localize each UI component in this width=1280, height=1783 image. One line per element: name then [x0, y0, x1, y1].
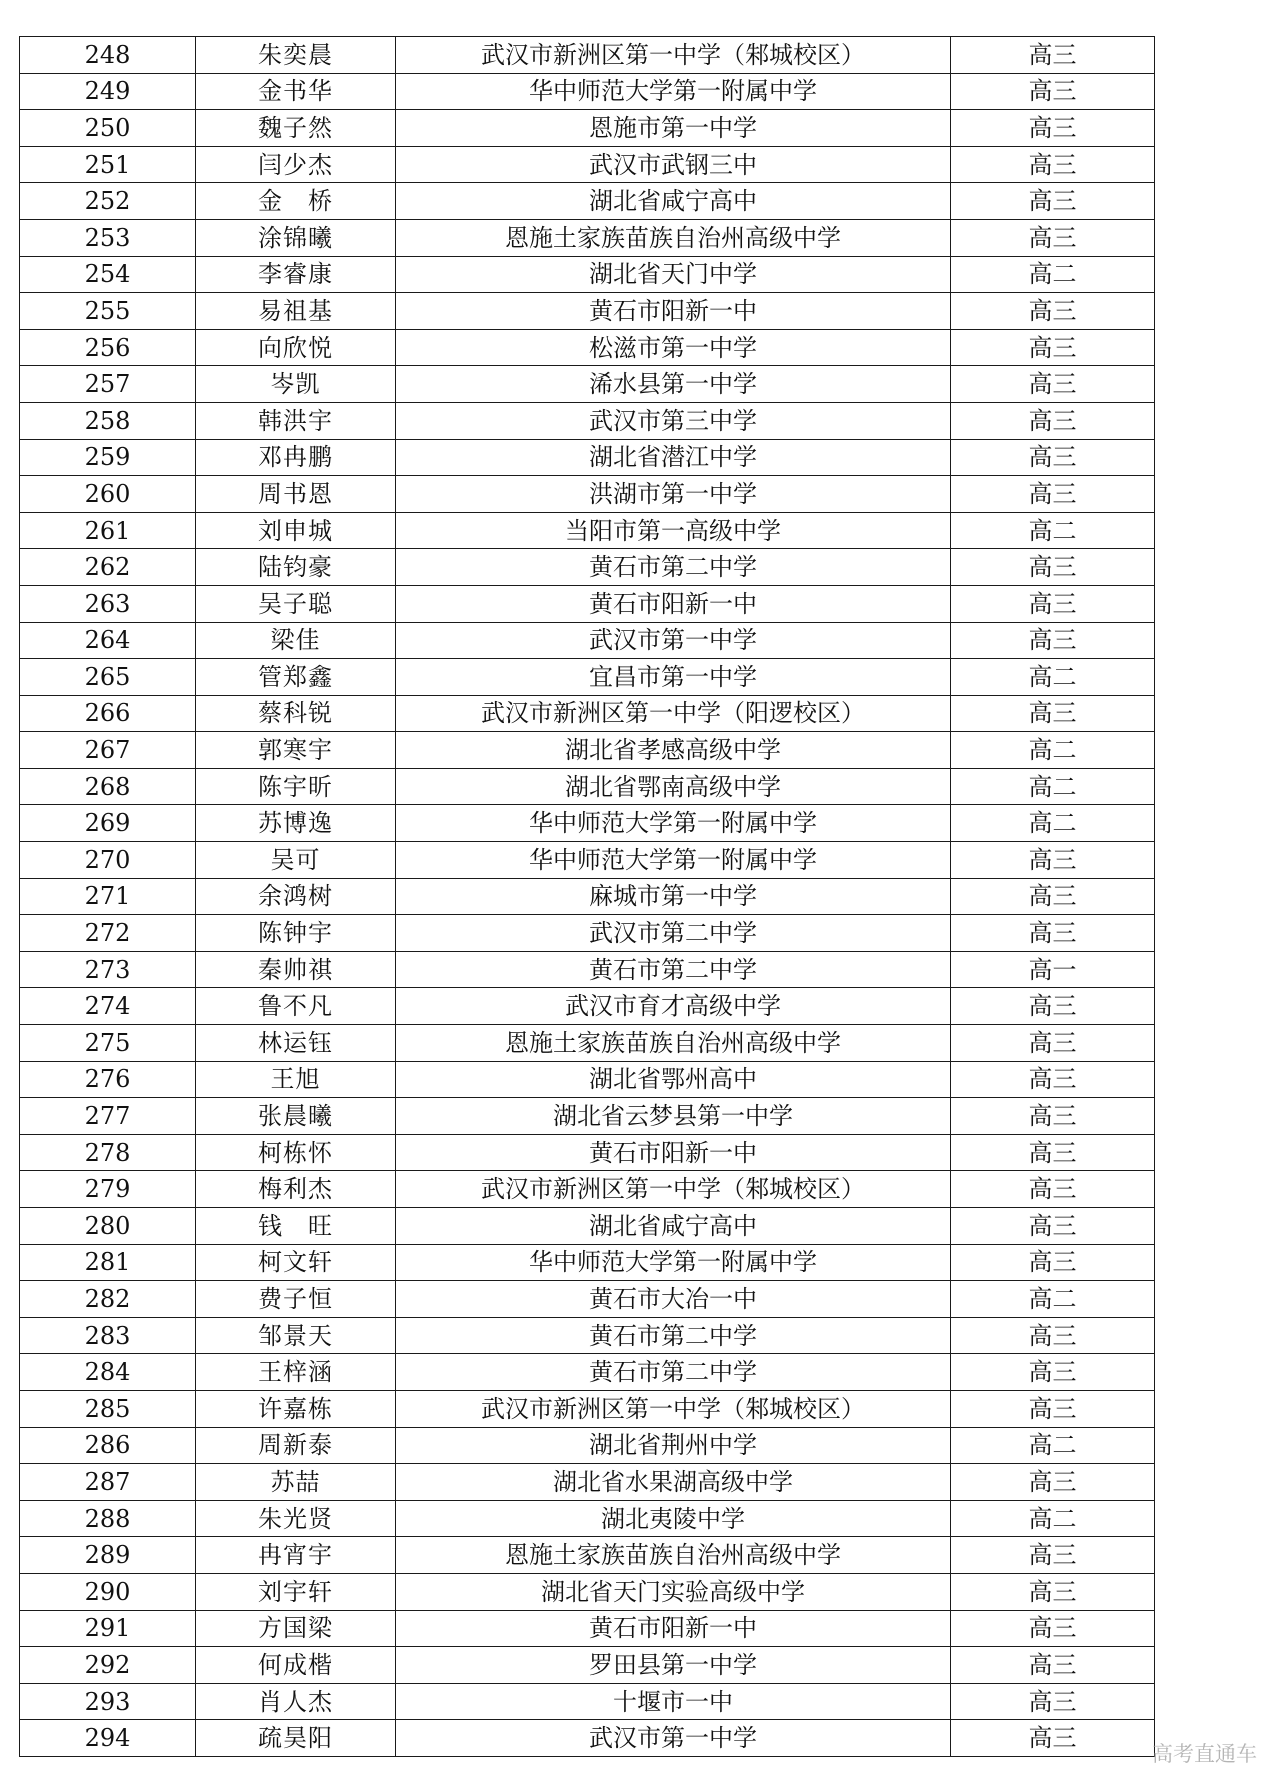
grade-cell: 高三 [951, 1025, 1155, 1062]
name-cell: 张晨曦 [196, 1098, 396, 1135]
school-cell: 湖北省孝感高级中学 [396, 732, 951, 769]
name-cell: 鲁不凡 [196, 988, 396, 1025]
rank-cell: 249 [20, 73, 196, 110]
table-row [20, 695, 1155, 732]
school-cell: 华中师范大学第一附属中学 [396, 73, 951, 110]
rank-cell: 254 [20, 256, 196, 293]
school-cell: 恩施土家族苗族自治州高级中学 [396, 1025, 951, 1062]
rank-cell: 280 [20, 1208, 196, 1245]
name-cell: 陈钟宇 [196, 915, 396, 952]
school-cell: 恩施土家族苗族自治州高级中学 [396, 219, 951, 256]
watermark-text: 高考直通车 [1152, 1742, 1257, 1766]
table-row [20, 842, 1155, 879]
table-row [20, 293, 1155, 330]
grade-cell: 高二 [951, 805, 1155, 842]
rank-cell: 283 [20, 1317, 196, 1354]
table-row [20, 1537, 1155, 1574]
school-cell: 湖北省荆州中学 [396, 1427, 951, 1464]
school-cell: 黄石市第二中学 [396, 951, 951, 988]
table-row [20, 1683, 1155, 1720]
grade-cell: 高三 [951, 549, 1155, 586]
grade-cell: 高二 [951, 256, 1155, 293]
table-row [20, 256, 1155, 293]
grade-cell: 高三 [951, 1573, 1155, 1610]
rank-cell: 281 [20, 1244, 196, 1281]
school-cell: 武汉市新洲区第一中学（邾城校区） [396, 37, 951, 74]
school-cell: 湖北省天门实验高级中学 [396, 1573, 951, 1610]
grade-cell: 高三 [951, 1244, 1155, 1281]
grade-cell: 高二 [951, 1500, 1155, 1537]
school-cell: 黄石市阳新一中 [396, 293, 951, 330]
name-cell: 肖人杰 [196, 1683, 396, 1720]
grade-cell: 高三 [951, 146, 1155, 183]
school-cell: 十堰市一中 [396, 1683, 951, 1720]
rank-cell: 292 [20, 1647, 196, 1684]
rank-cell: 268 [20, 768, 196, 805]
rank-cell: 261 [20, 512, 196, 549]
name-cell: 邓冉鹏 [196, 439, 396, 476]
school-cell: 湖北夷陵中学 [396, 1500, 951, 1537]
name-cell: 向欣悦 [196, 329, 396, 366]
grade-cell: 高二 [951, 732, 1155, 769]
table-row [20, 439, 1155, 476]
name-cell: 柯栋怀 [196, 1134, 396, 1171]
school-cell: 湖北省咸宁高中 [396, 1208, 951, 1245]
grade-cell: 高三 [951, 183, 1155, 220]
grade-cell: 高二 [951, 1427, 1155, 1464]
rank-cell: 253 [20, 219, 196, 256]
school-cell: 黄石市第二中学 [396, 1354, 951, 1391]
table-row [20, 659, 1155, 696]
name-cell: 涂锦曦 [196, 219, 396, 256]
table-row [20, 37, 1155, 74]
grade-cell: 高三 [951, 402, 1155, 439]
table-row [20, 549, 1155, 586]
grade-cell: 高三 [951, 329, 1155, 366]
school-cell: 武汉市第三中学 [396, 402, 951, 439]
name-cell: 郭寒宇 [196, 732, 396, 769]
rank-cell: 272 [20, 915, 196, 952]
school-cell: 罗田县第一中学 [396, 1647, 951, 1684]
name-cell: 吴子聪 [196, 585, 396, 622]
table-row [20, 1098, 1155, 1135]
name-cell: 疏昊阳 [196, 1720, 396, 1757]
school-cell: 宜昌市第一中学 [396, 659, 951, 696]
school-cell: 当阳市第一高级中学 [396, 512, 951, 549]
school-cell: 黄石市第二中学 [396, 549, 951, 586]
name-cell: 金 桥 [196, 183, 396, 220]
school-cell: 武汉市新洲区第一中学（阳逻校区） [396, 695, 951, 732]
grade-cell: 高三 [951, 219, 1155, 256]
name-cell: 余鸿树 [196, 878, 396, 915]
table-row [20, 512, 1155, 549]
rank-cell: 255 [20, 293, 196, 330]
grade-cell: 高三 [951, 1390, 1155, 1427]
grade-cell: 高三 [951, 1171, 1155, 1208]
name-cell: 刘宇轩 [196, 1573, 396, 1610]
grade-cell: 高三 [951, 988, 1155, 1025]
name-cell: 钱 旺 [196, 1208, 396, 1245]
name-cell: 苏博逸 [196, 805, 396, 842]
table-row [20, 1134, 1155, 1171]
grade-cell: 高二 [951, 1281, 1155, 1318]
name-cell: 王旭 [196, 1061, 396, 1098]
name-cell: 闫少杰 [196, 146, 396, 183]
name-cell: 林运钰 [196, 1025, 396, 1062]
name-cell: 朱光贤 [196, 1500, 396, 1537]
name-cell: 陆钧豪 [196, 549, 396, 586]
grade-cell: 高三 [951, 585, 1155, 622]
name-cell: 方国梁 [196, 1610, 396, 1647]
rank-cell: 278 [20, 1134, 196, 1171]
rank-cell: 267 [20, 732, 196, 769]
school-cell: 华中师范大学第一附属中学 [396, 805, 951, 842]
school-cell: 恩施土家族苗族自治州高级中学 [396, 1537, 951, 1574]
name-cell: 周书恩 [196, 476, 396, 513]
table-row [20, 1244, 1155, 1281]
grade-cell: 高三 [951, 1537, 1155, 1574]
grade-cell: 高三 [951, 37, 1155, 74]
name-cell: 韩洪宇 [196, 402, 396, 439]
name-cell: 管郑鑫 [196, 659, 396, 696]
rank-cell: 279 [20, 1171, 196, 1208]
grade-cell: 高三 [951, 439, 1155, 476]
grade-cell: 高三 [951, 1610, 1155, 1647]
table-row [20, 622, 1155, 659]
student-roster-table [19, 36, 1155, 1757]
grade-cell: 高三 [951, 1208, 1155, 1245]
rank-cell: 271 [20, 878, 196, 915]
rank-cell: 259 [20, 439, 196, 476]
table-row [20, 1171, 1155, 1208]
rank-cell: 265 [20, 659, 196, 696]
rank-cell: 260 [20, 476, 196, 513]
table-row [20, 1208, 1155, 1245]
table-row [20, 73, 1155, 110]
rank-cell: 250 [20, 110, 196, 147]
school-cell: 湖北省天门中学 [396, 256, 951, 293]
rank-cell: 287 [20, 1464, 196, 1501]
grade-cell: 高二 [951, 512, 1155, 549]
rank-cell: 266 [20, 695, 196, 732]
table-row [20, 878, 1155, 915]
table-row [20, 1061, 1155, 1098]
grade-cell: 高三 [951, 476, 1155, 513]
grade-cell: 高三 [951, 1354, 1155, 1391]
name-cell: 苏喆 [196, 1464, 396, 1501]
school-cell: 湖北省鄂州高中 [396, 1061, 951, 1098]
grade-cell: 高三 [951, 1317, 1155, 1354]
rank-cell: 286 [20, 1427, 196, 1464]
school-cell: 湖北省潜江中学 [396, 439, 951, 476]
table-row [20, 585, 1155, 622]
table-row [20, 1427, 1155, 1464]
school-cell: 松滋市第一中学 [396, 329, 951, 366]
grade-cell: 高一 [951, 951, 1155, 988]
roster-body [20, 37, 1155, 1757]
name-cell: 易祖基 [196, 293, 396, 330]
name-cell: 费子恒 [196, 1281, 396, 1318]
name-cell: 何成楷 [196, 1647, 396, 1684]
rank-cell: 248 [20, 37, 196, 74]
table-row [20, 1464, 1155, 1501]
school-cell: 湖北省鄂南高级中学 [396, 768, 951, 805]
table-row [20, 988, 1155, 1025]
table-row [20, 1500, 1155, 1537]
rank-cell: 274 [20, 988, 196, 1025]
name-cell: 蔡科锐 [196, 695, 396, 732]
school-cell: 黄石市阳新一中 [396, 1134, 951, 1171]
rank-cell: 288 [20, 1500, 196, 1537]
name-cell: 梅利杰 [196, 1171, 396, 1208]
table-row [20, 1354, 1155, 1391]
name-cell: 梁佳 [196, 622, 396, 659]
grade-cell: 高三 [951, 1720, 1155, 1757]
table-row [20, 1317, 1155, 1354]
name-cell: 冉宵宇 [196, 1537, 396, 1574]
rank-cell: 263 [20, 585, 196, 622]
name-cell: 魏子然 [196, 110, 396, 147]
school-cell: 湖北省云梦县第一中学 [396, 1098, 951, 1135]
school-cell: 黄石市阳新一中 [396, 585, 951, 622]
rank-cell: 276 [20, 1061, 196, 1098]
table-row [20, 1573, 1155, 1610]
name-cell: 许嘉栋 [196, 1390, 396, 1427]
name-cell: 王梓涵 [196, 1354, 396, 1391]
rank-cell: 251 [20, 146, 196, 183]
rank-cell: 252 [20, 183, 196, 220]
rank-cell: 284 [20, 1354, 196, 1391]
school-cell: 武汉市新洲区第一中学（邾城校区） [396, 1171, 951, 1208]
rank-cell: 291 [20, 1610, 196, 1647]
table-row [20, 366, 1155, 403]
grade-cell: 高三 [951, 695, 1155, 732]
name-cell: 周新泰 [196, 1427, 396, 1464]
table-row [20, 951, 1155, 988]
name-cell: 李睿康 [196, 256, 396, 293]
rank-cell: 285 [20, 1390, 196, 1427]
grade-cell: 高三 [951, 110, 1155, 147]
school-cell: 浠水县第一中学 [396, 366, 951, 403]
school-cell: 华中师范大学第一附属中学 [396, 842, 951, 879]
school-cell: 黄石市阳新一中 [396, 1610, 951, 1647]
grade-cell: 高三 [951, 842, 1155, 879]
rank-cell: 264 [20, 622, 196, 659]
table-row [20, 183, 1155, 220]
school-cell: 黄石市第二中学 [396, 1317, 951, 1354]
school-cell: 武汉市育才高级中学 [396, 988, 951, 1025]
table-row [20, 768, 1155, 805]
name-cell: 吴可 [196, 842, 396, 879]
name-cell: 岑凯 [196, 366, 396, 403]
grade-cell: 高三 [951, 1061, 1155, 1098]
grade-cell: 高三 [951, 878, 1155, 915]
rank-cell: 289 [20, 1537, 196, 1574]
grade-cell: 高三 [951, 1098, 1155, 1135]
rank-cell: 258 [20, 402, 196, 439]
grade-cell: 高三 [951, 1683, 1155, 1720]
table-row [20, 1647, 1155, 1684]
grade-cell: 高三 [951, 1464, 1155, 1501]
rank-cell: 257 [20, 366, 196, 403]
table-row [20, 146, 1155, 183]
table-row [20, 915, 1155, 952]
school-cell: 洪湖市第一中学 [396, 476, 951, 513]
name-cell: 陈宇昕 [196, 768, 396, 805]
table-row [20, 732, 1155, 769]
table-row [20, 1610, 1155, 1647]
rank-cell: 269 [20, 805, 196, 842]
rank-cell: 293 [20, 1683, 196, 1720]
table-row [20, 110, 1155, 147]
school-cell: 武汉市第一中学 [396, 622, 951, 659]
grade-cell: 高二 [951, 768, 1155, 805]
rank-cell: 277 [20, 1098, 196, 1135]
table-row [20, 329, 1155, 366]
school-cell: 武汉市第一中学 [396, 1720, 951, 1757]
school-cell: 武汉市第二中学 [396, 915, 951, 952]
school-cell: 黄石市大冶一中 [396, 1281, 951, 1318]
rank-cell: 270 [20, 842, 196, 879]
grade-cell: 高三 [951, 1647, 1155, 1684]
table-row [20, 1281, 1155, 1318]
rank-cell: 294 [20, 1720, 196, 1757]
rank-cell: 273 [20, 951, 196, 988]
name-cell: 金书华 [196, 73, 396, 110]
grade-cell: 高二 [951, 659, 1155, 696]
rank-cell: 275 [20, 1025, 196, 1062]
school-cell: 湖北省水果湖高级中学 [396, 1464, 951, 1501]
table-row [20, 476, 1155, 513]
grade-cell: 高三 [951, 73, 1155, 110]
school-cell: 麻城市第一中学 [396, 878, 951, 915]
table-row [20, 805, 1155, 842]
table-row [20, 219, 1155, 256]
name-cell: 秦帅祺 [196, 951, 396, 988]
table-row [20, 402, 1155, 439]
rank-cell: 256 [20, 329, 196, 366]
name-cell: 柯文轩 [196, 1244, 396, 1281]
rank-cell: 290 [20, 1573, 196, 1610]
school-cell: 武汉市武钢三中 [396, 146, 951, 183]
school-cell: 华中师范大学第一附属中学 [396, 1244, 951, 1281]
rank-cell: 282 [20, 1281, 196, 1318]
name-cell: 刘申城 [196, 512, 396, 549]
table-row [20, 1390, 1155, 1427]
grade-cell: 高三 [951, 366, 1155, 403]
school-cell: 恩施市第一中学 [396, 110, 951, 147]
table-row [20, 1720, 1155, 1757]
name-cell: 朱奕晨 [196, 37, 396, 74]
name-cell: 邹景天 [196, 1317, 396, 1354]
school-cell: 武汉市新洲区第一中学（邾城校区） [396, 1390, 951, 1427]
school-cell: 湖北省咸宁高中 [396, 183, 951, 220]
grade-cell: 高三 [951, 293, 1155, 330]
rank-cell: 262 [20, 549, 196, 586]
grade-cell: 高三 [951, 915, 1155, 952]
table-row [20, 1025, 1155, 1062]
grade-cell: 高三 [951, 1134, 1155, 1171]
grade-cell: 高三 [951, 622, 1155, 659]
